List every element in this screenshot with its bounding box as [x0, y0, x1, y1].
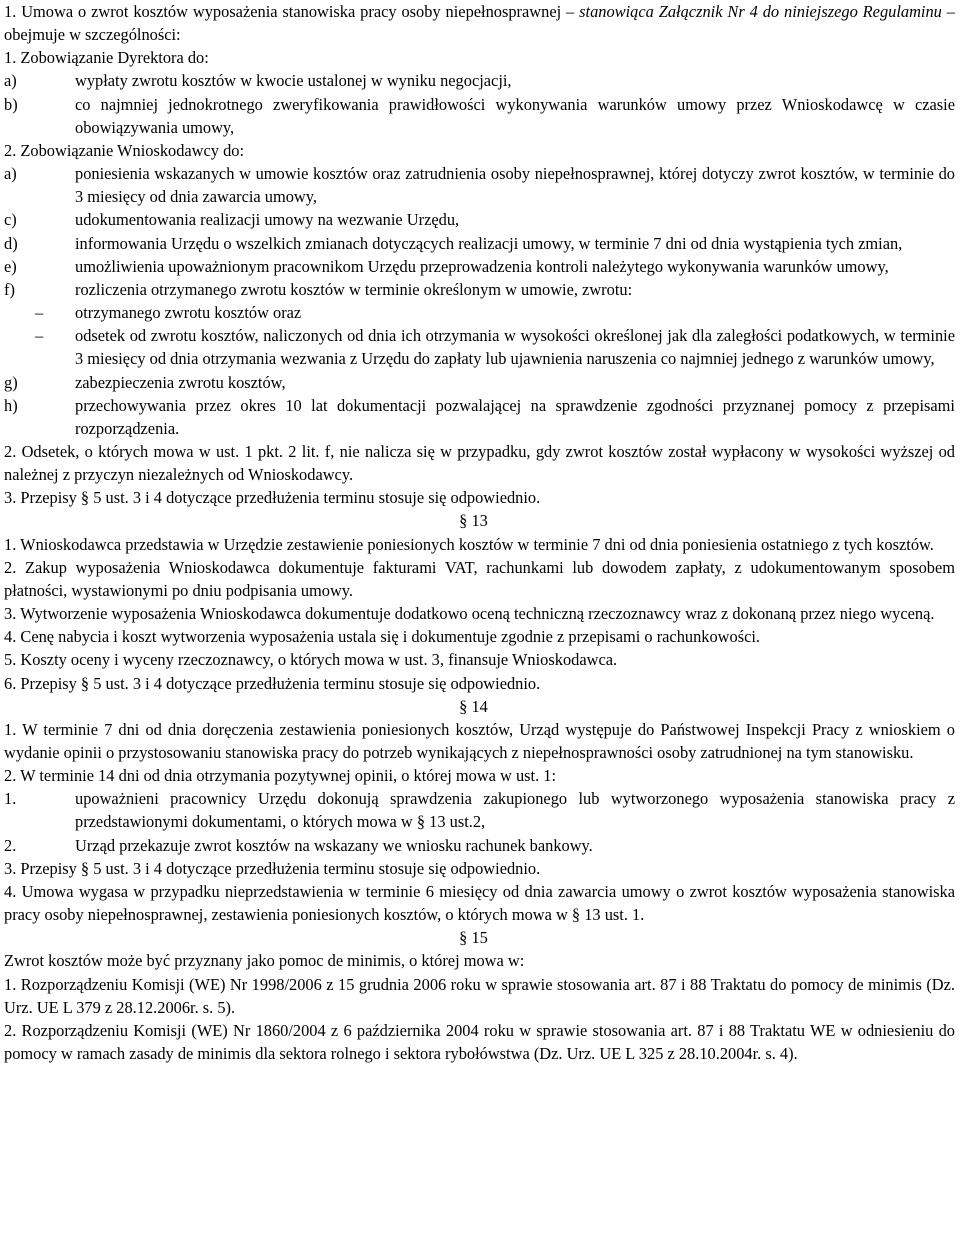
paragraph: 4. Umowa wygasa w przypadku nieprzedstawienia w terminie 6 miesięcy od dnia zawarcia umowy o zwrot kosztów wyposażenia stanowiska pracy osoby niepełnosprawnej, zestawienia poniesionych kosztów, o których mowa w § 13 ust. 1. — [4, 881, 955, 925]
list-item — [4, 208, 955, 231]
list-label: f) — [4, 279, 15, 299]
section-number-14: § 14 — [459, 696, 488, 716]
paragraph: 2. Odsetek, o których mowa w ust. 1 pkt. 2 lit. f, nie nalicza się w przypadku, gdy zwrot kosztów został wypłacony w wysokości wyższej od należnej z przyczyn niezależnych od Wnioskodawcy. — [4, 441, 955, 485]
dash-label: – — [35, 303, 44, 323]
intro-attachment-ref: stanowiąca Załącznik Nr 4 do niniejszego Regulaminu — [579, 2, 942, 21]
list-text: zabezpieczenia zwrotu kosztów, — [75, 372, 286, 392]
section-heading: 1. Zobowiązanie Dyrektora do: — [4, 48, 209, 68]
paragraph: 5. Koszty oceny i wyceny rzeczoznawcy, o których mowa w ust. 3, finansuje Wnioskodawca. — [4, 650, 618, 670]
list-label: b) — [4, 94, 18, 114]
list-label: g) — [4, 372, 18, 392]
section-number-13: § 13 — [459, 511, 488, 531]
paragraph: 4. Cenę nabycia i koszt wytworzenia wyposażenia ustala się i dokumentuje zgodnie z przepisami o rachunkowości. — [4, 627, 761, 647]
list-item — [4, 787, 955, 833]
dash-item — [4, 324, 955, 370]
list-label: a) — [4, 71, 17, 91]
list-label: d) — [4, 233, 18, 253]
list-text: co najmniej jednokrotnego zweryfikowania prawidłowości wykonywania warunków umowy przez Wnioskodawcę w czasie obowiązywania umowy, — [75, 94, 955, 137]
list-label: 1. — [4, 789, 17, 809]
dash-label: – — [35, 326, 44, 346]
paragraph: 2. W terminie 14 dni od dnia otrzymania pozytywnej opinii, o której mowa w ust. 1: — [4, 766, 557, 786]
list-label: a) — [4, 164, 17, 184]
list-item — [4, 93, 955, 139]
list-text: rozliczenia otrzymanego zwrotu kosztów w terminie określonym w umowie, zwrotu: — [75, 279, 633, 299]
dash-text: otrzymanego zwrotu kosztów oraz — [75, 303, 302, 323]
list-item — [4, 394, 955, 440]
paragraph: 2. Zakup wyposażenia Wnioskodawca dokumentuje fakturami VAT, rachunkami lub dowodem zapłaty, z udokumentowanym sposobem płatności, wystawionymi po dniu podpisania umowy. — [4, 557, 955, 600]
list-text: poniesienia wskazanych w umowie kosztów oraz zatrudnienia osoby niepełnosprawnej, której dotyczy zwrot kosztów, w terminie do 3 miesięcy od dnia zawarcia umowy, — [75, 164, 955, 207]
list-label: c) — [4, 210, 17, 230]
paragraph: 1. Wnioskodawca przedstawia w Urzędzie zestawienie poniesionych kosztów w terminie 7 dni od dnia poniesienia ostatniego z tych kosztów. — [4, 534, 934, 554]
paragraph: 6. Przepisy § 5 ust. 3 i 4 dotyczące przedłużenia terminu stosuje się odpowiednio. — [4, 673, 541, 693]
paragraph: 1. W terminie 7 dni od dnia doręczenia zestawienia poniesionych kosztów, Urząd występuje do Państwowej Inspekcji Pracy z wnioskiem o wydanie opinii o przystosowaniu stanowiska pracy do potrzeb wynikających z niepełnosprawności osoby zatrudnionej na tym stanowisku. — [4, 719, 955, 762]
list-label: h) — [4, 395, 18, 415]
paragraph: 3. Przepisy § 5 ust. 3 i 4 dotyczące przedłużenia terminu stosuje się odpowiednio. — [4, 858, 541, 878]
list-text: upoważnieni pracownicy Urzędu dokonują sprawdzenia zakupionego lub wytworzonego wyposażenia stanowiska pracy z przedstawionymi dokumentami, o których mowa w § 13 ust.2, — [75, 789, 955, 832]
list-item — [4, 255, 955, 278]
list-item — [4, 162, 955, 208]
list-item — [4, 232, 955, 255]
paragraph: 3. Wytworzenie wyposażenia Wnioskodawca dokumentuje dodatkowo oceną techniczną rzeczoznawcy wraz z dokonaną przez niego wyceną. — [4, 604, 935, 624]
paragraph: 3. Przepisy § 5 ust. 3 i 4 dotyczące przedłużenia terminu stosuje się odpowiednio. — [4, 488, 541, 508]
paragraph: 2. Rozporządzeniu Komisji (WE) Nr 1860/2004 z 6 października 2004 roku w sprawie stosowania art. 87 i 88 Traktatu WE w odniesieniu do pomocy w ramach zasady de minimis dla sektora rolnego i sektora rybołówstwa (Dz. Urz. UE L 325 z 28.10.2004r. s. 4). — [4, 1020, 955, 1064]
list-text: wypłaty zwrotu kosztów w kwocie ustalonej w wyniku negocjacji, — [75, 71, 512, 91]
list-text: Urząd przekazuje zwrot kosztów na wskazany we wniosku rachunek bankowy. — [75, 835, 593, 855]
list-text: udokumentowania realizacji umowy na wezwanie Urzędu, — [75, 210, 460, 230]
section-heading: 2. Zobowiązanie Wnioskodawcy do: — [4, 140, 245, 160]
list-text: informowania Urzędu o wszelkich zmianach dotyczących realizacji umowy, w terminie 7 dni od dnia wystąpienia tych zmian, — [75, 233, 903, 253]
intro-text: Umowa o zwrot kosztów wyposażenia stanowiska pracy osoby niepełnosprawnej – — [21, 2, 580, 21]
list-text: umożliwienia upoważnionym pracownikom Urzędu przeprowadzenia kontroli należytego wykonywania warunków umowy, — [75, 256, 889, 276]
dash-text: odsetek od zwrotu kosztów, naliczonych od dnia ich otrzymania w wysokości określonej jak dla zaległości podatkowych, w terminie 3 miesięcy od dnia otrzymania wezwania z Urzędu do zapłaty lub ujawnienia naruszenia co najmniej jednego z warunków umowy, — [75, 326, 955, 369]
paragraph: 1. Rozporządzeniu Komisji (WE) Nr 1998/2006 z 15 grudnia 2006 roku w sprawie stosowania art. 87 i 88 Traktatu do pomocy de minimis (Dz. Urz. UE L 379 z 28.12.2006r. s. 5). — [4, 974, 955, 1017]
intro-paragraph — [4, 0, 955, 46]
list-label: 2. — [4, 835, 17, 855]
list-label: e) — [4, 256, 17, 276]
list-text: przechowywania przez okres 10 lat dokumentacji pozwalającej na sprawdzenie zgodności przyznanej pomocy z przepisami rozporządzenia. — [75, 395, 955, 438]
intro-number: 1. — [4, 2, 22, 21]
intro-text-end: – obejmuje w szczególności: — [4, 2, 955, 45]
paragraph: Zwrot kosztów może być przyznany jako pomoc de minimis, o której mowa w: — [4, 951, 525, 971]
section-number-15: § 15 — [459, 928, 488, 948]
dash-item — [4, 301, 955, 324]
list-item — [4, 834, 955, 857]
list-item — [4, 371, 955, 394]
list-item — [4, 278, 955, 301]
list-item — [4, 69, 955, 92]
